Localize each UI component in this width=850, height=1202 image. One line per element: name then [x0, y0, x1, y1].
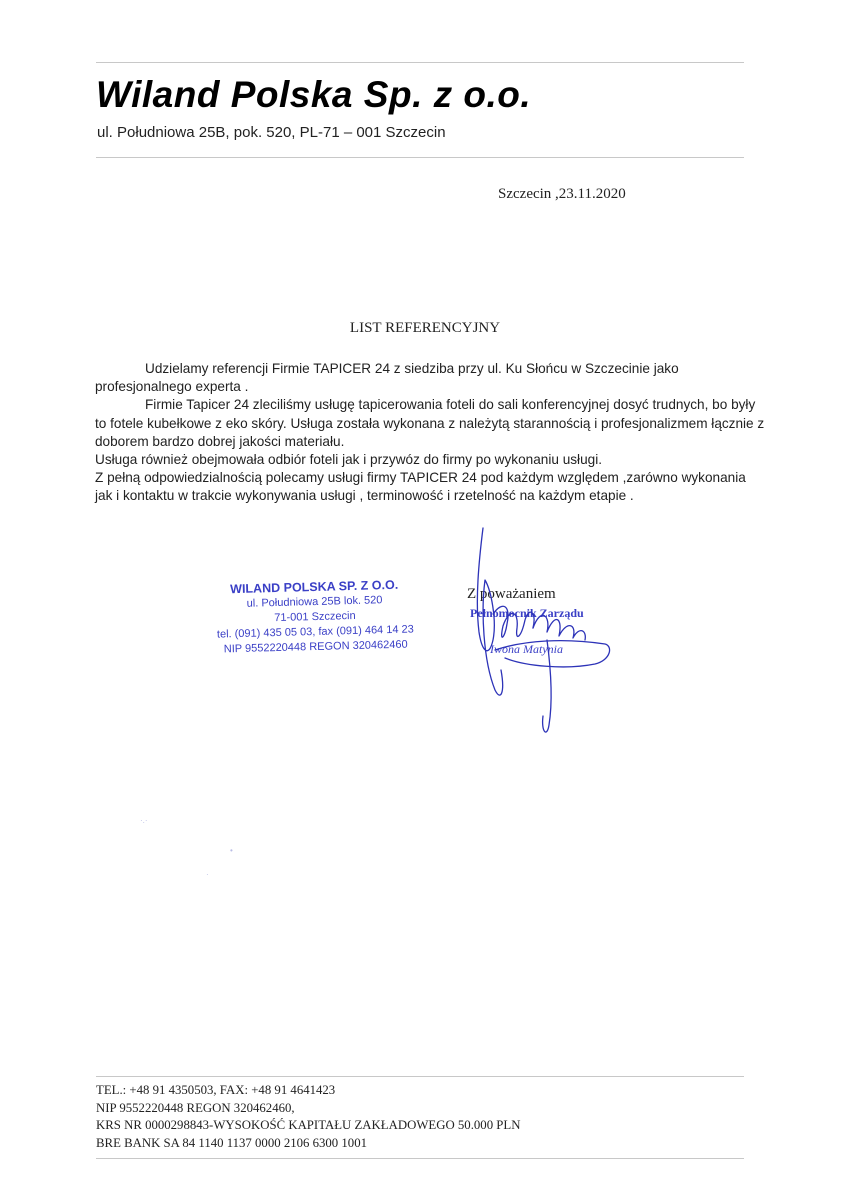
scan-speck: • [230, 846, 233, 855]
body-paragraph: Firmie Tapicer 24 zleciliśmy usługę tapicerowania foteli do sali konferencyjnej dosyć trudnych, bo były to fotele kubełkowe z eko skóry. Usługa została wykonana z należytą starannością i profesjonalizmem łącznie z doborem bardzo dobrej jakości materiału. [95, 397, 765, 449]
signatory-name: Iwona Matynia [490, 642, 563, 656]
footer-line: NIP 9552220448 REGON 320462460, [96, 1100, 295, 1115]
footer-line: TEL.: +48 91 4350503, FAX: +48 91 4641423 [96, 1083, 336, 1097]
handwritten-signature [455, 520, 625, 750]
stamp-line: ul. Południowa 25B lok. 520 [246, 594, 383, 610]
stamp-line: 71-001 Szczecin [274, 609, 356, 625]
company-address: ul. Południowa 25B, pok. 520, PL-71 – 001 Szczecin [97, 124, 446, 141]
date-line: Szczecin ,23.11.2020 [498, 186, 626, 202]
closing-text: Z poważaniem [467, 586, 556, 602]
body-paragraph: Z pełną odpowiedzialnością polecamy usługi firmy TAPICER 24 pod każdym względem ,zarówno wykonania jak i kontaktu w trakcie wykonywania usługi , terminowość i rzetelność na każdym etapie . [95, 470, 746, 504]
company-stamp [204, 577, 426, 658]
stamp-line: WILAND POLSKA SP. Z O.O. [230, 577, 399, 597]
document-title: LIST REFERENCYJNY [349, 320, 501, 336]
bottom-rule [96, 1158, 744, 1159]
scan-speck: · [206, 870, 209, 879]
footer-rule [96, 1076, 744, 1077]
body-paragraph: Usługa również obejmowała odbiór foteli jak i przywóz do firmy po wykonaniu usługi. [95, 452, 602, 468]
footer-line: KRS NR 0000298843-WYSOKOŚĆ KAPITAŁU ZAKŁADOWEGO 50.000 PLN [96, 1118, 521, 1132]
stamp-line: tel. (091) 435 05 03, fax (091) 464 14 23 [216, 623, 414, 641]
top-rule [96, 62, 744, 63]
body-paragraph: Udzielamy referencji Firmie TAPICER 24 z siedziba przy ul. Ku Słońcu w Szczecinie jako profesjonalnego experta . [95, 361, 679, 395]
letter-body [95, 360, 765, 506]
scan-speck: ·.· [140, 816, 148, 825]
footer-line: BRE BANK SA 84 1140 1137 0000 2106 6300 1001 [96, 1135, 368, 1150]
company-name: Wiland Polska Sp. z o.o. [96, 74, 532, 115]
footer-info [96, 1082, 520, 1152]
header-rule [96, 157, 744, 158]
signatory-role: Pełnomocnik Zarządu [470, 606, 584, 620]
stamp-line: NIP 9552220448 REGON 320462460 [223, 638, 408, 656]
